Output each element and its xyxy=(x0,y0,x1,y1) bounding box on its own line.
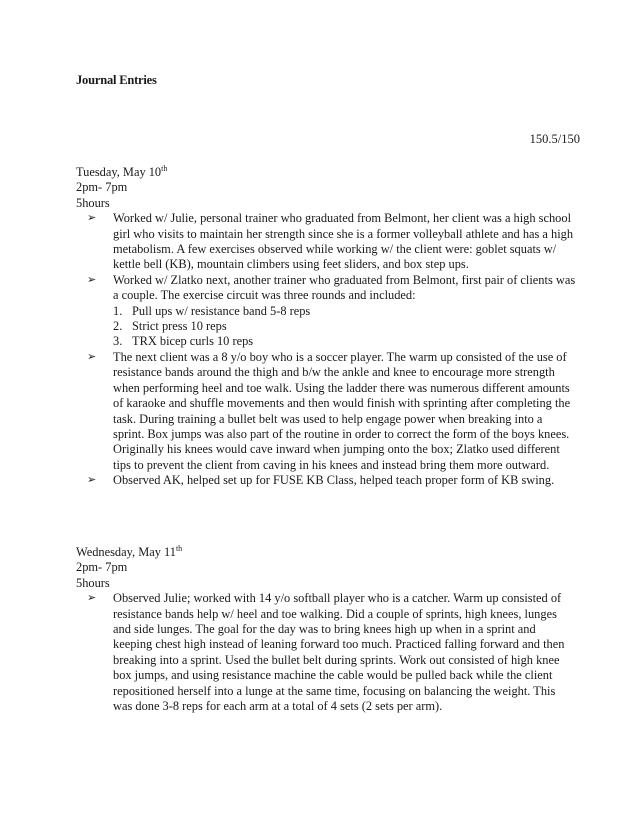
arrow-bullet-icon: ➢ xyxy=(87,474,97,487)
arrow-bullet-icon: ➢ xyxy=(87,212,97,225)
sublist-item: 1. Pull ups w/ resistance band 5-8 reps xyxy=(113,303,311,318)
arrow-bullet-icon: ➢ xyxy=(87,350,97,363)
journal-entry xyxy=(76,165,576,489)
entry-date: Tuesday, May 10th xyxy=(76,163,168,179)
entry-time: 2pm- 7pm xyxy=(76,180,128,195)
journal-entry xyxy=(76,545,576,714)
entry-bullet-list xyxy=(76,211,576,488)
entry-bullet-list xyxy=(76,591,576,714)
exercise-sublist xyxy=(113,304,576,350)
list-item: ➢ The next client was a 8 y/o boy who is a soccer player. The warm up consisted of the use of resistance bands around the thigh and b/w the ankle and knee to encourage more strength when performing heel and toe walk. Using the ladder there was numerous different amounts of karaoke and shuffle movements and then would finish with sprinting after completing the task. During training a bullet belt was used to help engage power when breaking into a sprint. Box jumps was also part of the routine in order to correct the form of the boys knees. Originally his knees would cave inward when jumping onto the box; Zlatko used different tips to prevent the client from caving in his knees and instead bring them more outward. xyxy=(87,349,571,472)
sublist-item: 2. Strict press 10 reps xyxy=(113,319,227,334)
entry-time: 2pm- 7pm xyxy=(76,560,128,575)
list-item: ➢ Worked w/ Julie, personal trainer who graduated from Belmont, her client was a high school girl who visits to maintain her strength since she is a former volleyball athlete and has a high metabolism. A few exercises observed while working w/ the client were: goblet squats w/ kettle bell (KB), mountain climbers using feet sliders, and box step ups. xyxy=(87,211,574,272)
entry-hours: 5hours xyxy=(76,575,110,590)
sublist-item: 3. TRX bicep curls 10 reps xyxy=(113,334,254,349)
arrow-bullet-icon: ➢ xyxy=(87,592,97,605)
entry-hours: 5hours xyxy=(76,195,110,210)
list-item: ➢ Observed Julie; worked with 14 y/o softball player who is a catcher. Warm up consisted of resistance bands help w/ heel and toe walking. Did a couple of sprints, high knees, lunges and side lunges. The goal for the day was to bring knees high up when in a sprint and keeping chest high instead of leaning forward too much. Practiced falling forward and then breaking into a sprint. Used the bullet belt during sprints. Work out consisted of high knee box jumps, and using resistance machine the cable would be pulled back while the client repositioned herself into a lunge at the same time, focusing on balancing the weight. This was done 3-8 reps for each arm at a total of 4 sets (2 sets per arm). xyxy=(87,591,565,714)
list-item: ➢ Worked w/ Zlatko next, another trainer who graduated from Belmont, first pair of clients was a couple. The exercise circuit was three rounds and included: 1. Pull ups w/ resistance band 5-8 reps 2. Strict press 10 reps 3. TRX bicep curls 10 reps xyxy=(87,272,576,349)
entry-date: Wednesday, May 11th xyxy=(76,543,183,559)
list-item: ➢ Observed AK, helped set up for FUSE KB Class, helped teach proper form of KB swing. xyxy=(87,473,555,488)
score-label: 150.5/150 xyxy=(529,132,580,146)
arrow-bullet-icon: ➢ xyxy=(87,273,97,286)
document-title: Journal Entries xyxy=(76,73,157,87)
